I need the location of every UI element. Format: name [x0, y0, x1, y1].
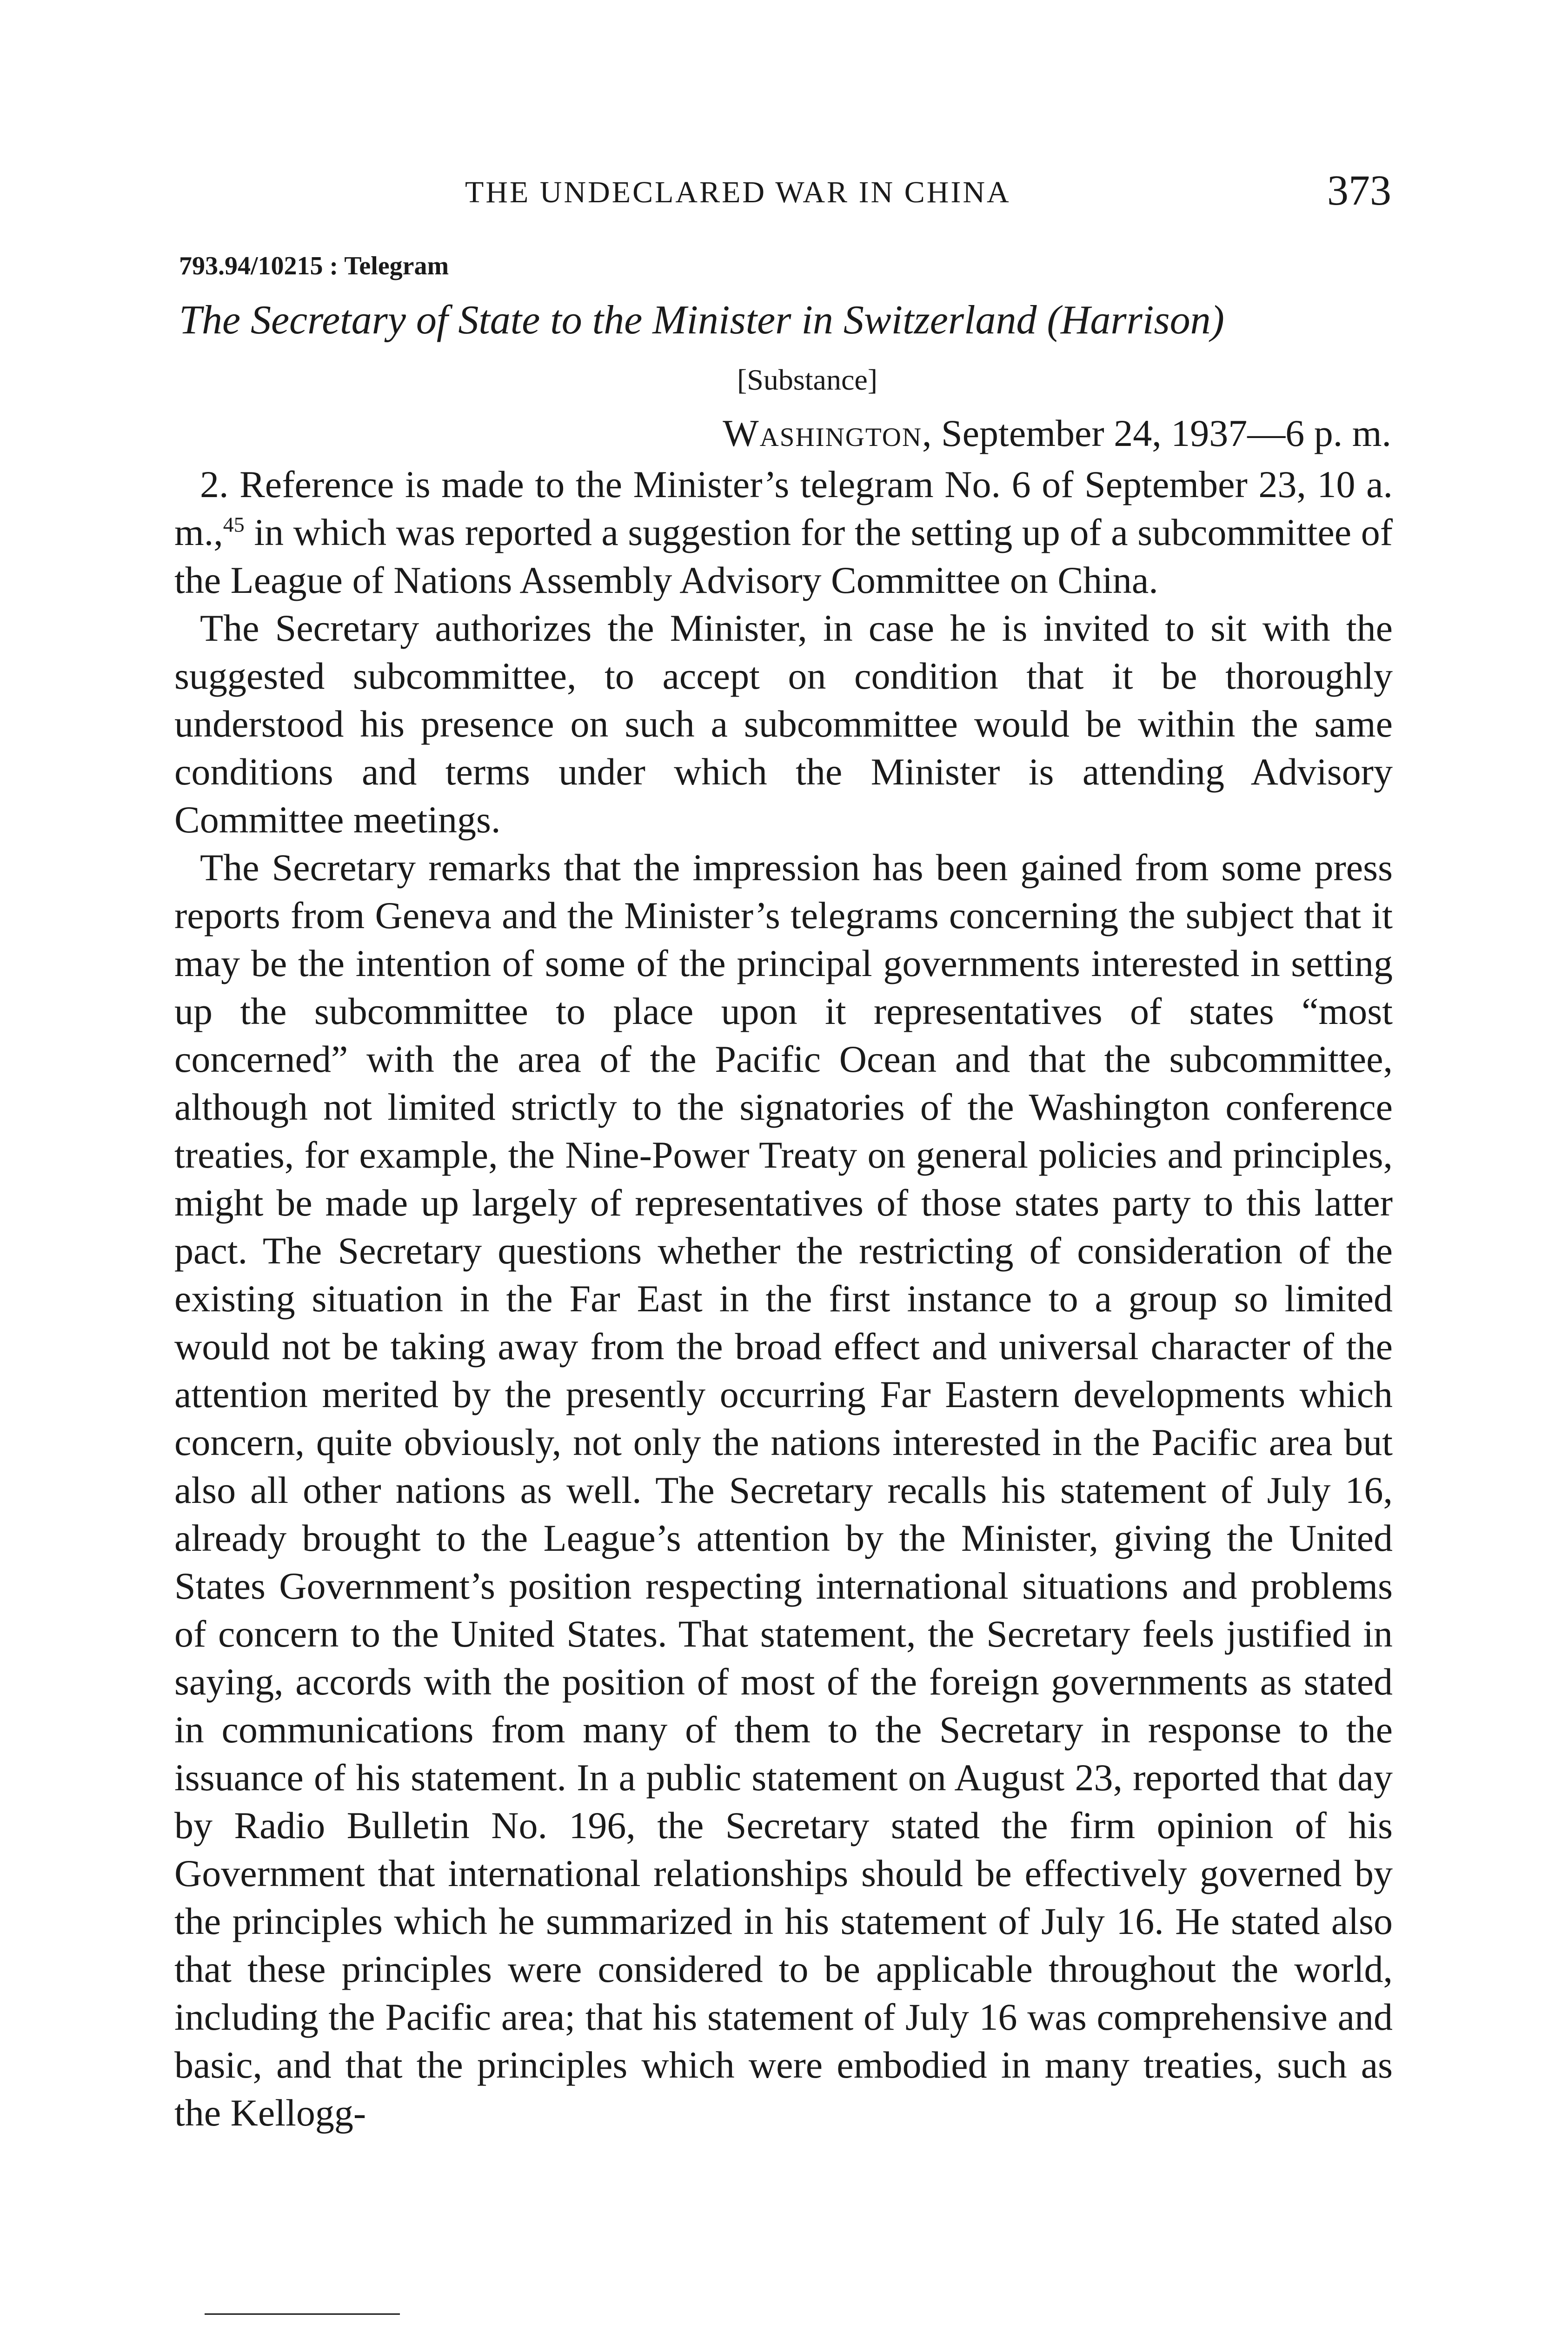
telegram-body — [174, 460, 1393, 2137]
paragraph-1: 2. Reference is made to the Minister’s telegram No. 6 of September 23, 10 a. m.,$^{45}$ in which was reported a suggestion for the setting up of a subcommittee of the League of Nations Assembly Advisory Committee on China. — [174, 463, 1393, 601]
dateline — [723, 412, 1391, 455]
page-number: 373 — [1327, 166, 1391, 214]
substance-label: [Substance] — [737, 363, 878, 396]
paragraph-3: The Secretary remarks that the impression has been gained from some press reports from Geneva and the Minister’s telegrams concerning the subject that it may be the intention of some of the principal governments interested in setting up the subcommittee to place upon it representatives of states “most concerned” with the area of the Pacific Ocean and that the subcommittee, although not limited strictly to the signatories of the Washington conference treaties, for example, the Nine-Power Treaty on general policies and principles, might be made up largely of representatives of those states party to this latter pact. The Secretary questions whether the restricting of consideration of the existing situation in the Far East in the first instance to a group so limited would not be taking away from the broad effect and universal character of the attention merited by the presently occurring Far Eastern developments which concern, quite obviously, not only the nations interested in the Pacific area but also all other nations as well. The Secretary recalls his statement of July 16, already brought to the League’s attention by the Minister, giving the United States Government’s position respecting international situations and problems of concern to the United States. That statement, the Secretary feels justified in saying, accords with the position of most of the foreign governments as stated in communications from many of them to the Secretary in response to the issuance of his statement. In a public statement on August 23, reported that day by Radio Bulletin No. 196, the Secretary stated the firm opinion of his Government that international relationships should be effectively governed by the principles which he summarized in his statement of July 16. He stated also that these principles were considered to be applicable throughout the world, including the Pacific area; that his statement of July 16 was comprehensive and basic, and that the principles which were embodied in many treaties, such as the Kellogg- — [174, 846, 1393, 2134]
running-title: THE UNDECLARED WAR IN CHINA — [465, 175, 1011, 209]
document-title: The Secretary of State to the Minister in Switzerland (Harrison) — [179, 298, 1224, 343]
footnote-divider — [205, 2313, 400, 2315]
file-reference: 793.94/10215 : Telegram — [179, 252, 449, 280]
dateline-city: Washington — [723, 412, 923, 454]
paragraph-2: The Secretary authorizes the Minister, in case he is invited to sit with the suggested subcommittee, to accept on condition that it be thoroughly understood his presence on such a subcommittee would be within the same conditions and terms under which the Minister is attending Advisory Committee meetings. — [174, 607, 1393, 841]
footnote-reference: 45 — [223, 512, 245, 537]
running-header — [0, 166, 1568, 223]
dateline-date: , September 24, 1937—6 p. m. — [922, 412, 1391, 454]
